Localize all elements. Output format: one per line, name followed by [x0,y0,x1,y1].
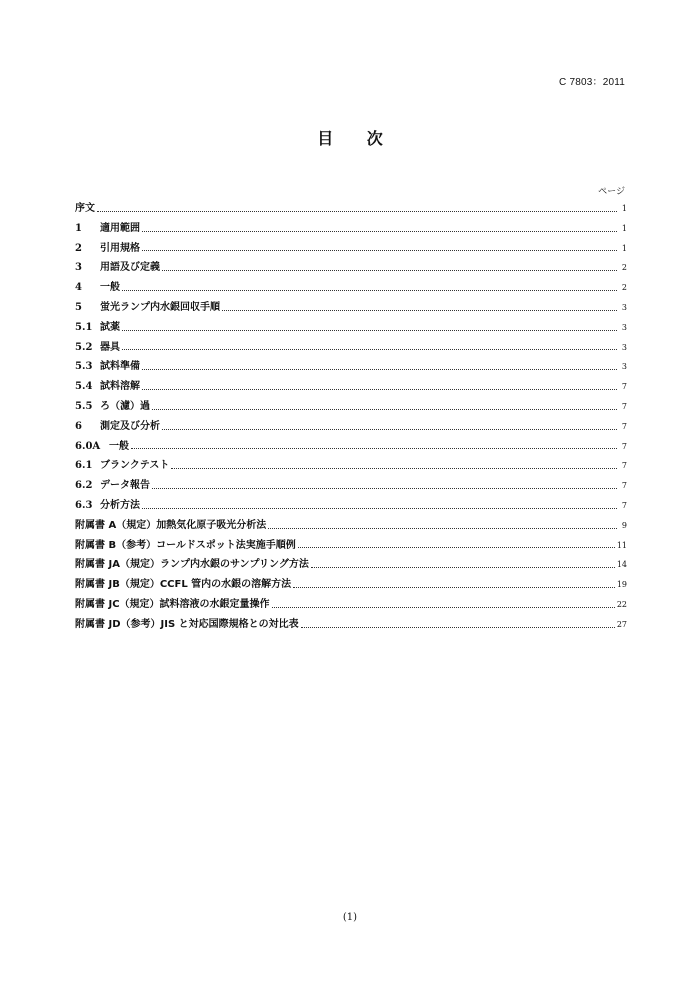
toc-entry-5-2[interactable] [75,338,627,358]
page-column-label: ページ [598,187,625,197]
toc-entry-text: 適用範囲 [100,222,140,234]
toc-entry-page: 7 [621,441,627,451]
toc-entry-text: 試料溶解 [100,381,140,393]
toc-entry-text: データ報告 [100,480,150,492]
toc-entry-annex-a[interactable] [75,516,627,536]
toc-entry-page: 1 [621,243,627,253]
toc-entry-text: 附属書 JC（規定）試料溶液の水銀定量操作 [75,598,270,610]
toc-entry-page: 7 [621,500,627,510]
toc-entry-annex-ja[interactable] [75,555,627,575]
toc-entry-annex-jb[interactable] [75,575,627,595]
toc-entry-page: 7 [621,421,627,431]
toc-entry-text: 附属書 B（参考）コールドスポット法実施手順例 [75,539,296,551]
document-code: C 7803：2011 [559,77,625,88]
dot-leader [142,230,617,232]
dot-leader [142,249,617,251]
toc-entry-number: 5.3 [75,361,93,373]
toc-entry-1[interactable] [75,219,627,239]
toc-entry-text: 附属書 JA（規定）ランプ内水銀のサンプリング方法 [75,559,309,571]
toc-entry-page: 2 [621,263,627,273]
toc-entry-5-1[interactable] [75,318,627,338]
dot-leader [298,546,615,548]
dot-leader [311,566,615,568]
toc-entry-number: 1 [75,222,82,234]
page-number: (1) [342,912,358,923]
dot-leader [222,309,617,311]
dot-leader [142,388,617,390]
dot-leader [171,467,617,469]
toc-entry-6-3[interactable] [75,496,627,516]
dot-leader [142,507,617,509]
toc-entry-page: 2 [621,283,627,293]
toc-entry-page: 1 [621,204,627,213]
dot-leader [152,487,617,489]
table-of-contents [75,199,627,635]
toc-entry-page: 7 [621,401,627,411]
toc-entry-text: 一般 [100,282,120,294]
dot-leader [162,269,617,271]
toc-entry-page: 3 [621,342,627,352]
toc-entry-text: 附属書 JB（規定）CCFL 管内の水銀の溶解方法 [75,579,292,591]
toc-entry-text: 測定及び分析 [100,420,160,432]
toc-entry-page: 7 [621,382,627,392]
toc-entry-page: 1 [621,223,627,233]
toc-entry-6-0a[interactable] [75,437,627,457]
dot-leader [142,368,617,370]
toc-entry-5-4[interactable] [75,377,627,397]
dot-leader [272,606,615,608]
toc-entry-number: 2 [75,242,82,254]
toc-entry-number: 6 [75,420,82,432]
dot-leader [131,447,617,449]
toc-entry-number: 4 [75,282,82,294]
toc-entry-6-1[interactable] [75,456,627,476]
toc-entry-text: ブランクテスト [100,460,170,472]
toc-entry-page: 3 [621,362,627,372]
toc-entry-number: 5.5 [75,400,93,412]
toc-entry-page: 27 [616,619,627,629]
toc-entry-page: 14 [616,560,627,570]
toc-entry-4[interactable] [75,278,627,298]
toc-entry-5-3[interactable] [75,357,627,377]
dot-leader [97,210,617,212]
toc-entry-page: 11 [616,540,627,550]
toc-entry-number: 6.1 [75,460,93,472]
toc-entry-5-5[interactable] [75,397,627,417]
toc-entry-6-2[interactable] [75,476,627,496]
dot-leader [293,586,615,588]
toc-entry-text: 一般 [109,440,129,452]
toc-entry-text: 分析方法 [100,499,140,511]
toc-entry-3[interactable] [75,258,627,278]
toc-entry-number: 5.4 [75,381,93,393]
toc-entry-page: 7 [621,481,627,491]
toc-entry-foreword[interactable] [75,199,627,219]
toc-entry-text: 附属書 JD（参考）JIS と対応国際規格との対比表 [75,618,299,630]
toc-entry-number: 6.2 [75,480,93,492]
toc-entry-page: 9 [621,520,627,530]
toc-entry-page: 3 [621,322,627,332]
dot-leader [152,408,617,410]
toc-entry-annex-jc[interactable] [75,595,627,615]
toc-entry-text: ろ（濾）過 [100,400,150,412]
toc-entry-page: 3 [621,302,627,312]
toc-entry-number: 6.3 [75,499,93,511]
toc-entry-number: 5.1 [75,321,93,333]
toc-entry-number: 5.2 [75,341,93,353]
dot-leader [122,348,617,350]
page-title: 目 次 [317,129,397,148]
toc-entry-text: 試薬 [100,321,120,333]
toc-entry-number: 5 [75,301,82,313]
toc-entry-2[interactable] [75,239,627,259]
toc-entry-annex-jd[interactable] [75,615,627,635]
toc-entry-text: 附属書 A（規定）加熱気化原子吸光分析法 [75,519,267,531]
toc-entry-text: 器具 [100,341,120,353]
toc-entry-text: 序文 [75,203,95,214]
toc-entry-number: 3 [75,262,82,274]
toc-entry-annex-b[interactable] [75,536,627,556]
toc-entry-page: 19 [616,580,627,590]
toc-entry-text: 試料準備 [100,361,140,373]
dot-leader [268,527,617,529]
toc-entry-page: 22 [616,599,627,609]
toc-entry-number: 6.0A [75,440,101,452]
toc-entry-6[interactable] [75,417,627,437]
dot-leader [162,428,617,430]
toc-entry-5[interactable] [75,298,627,318]
toc-entry-text: 蛍光ランプ内水銀回収手順 [100,301,220,313]
dot-leader [301,626,615,628]
toc-entry-text: 引用規格 [100,242,140,254]
toc-entry-text: 用語及び定義 [100,262,160,274]
dot-leader [122,289,617,291]
toc-entry-page: 7 [621,461,627,471]
dot-leader [122,329,617,331]
